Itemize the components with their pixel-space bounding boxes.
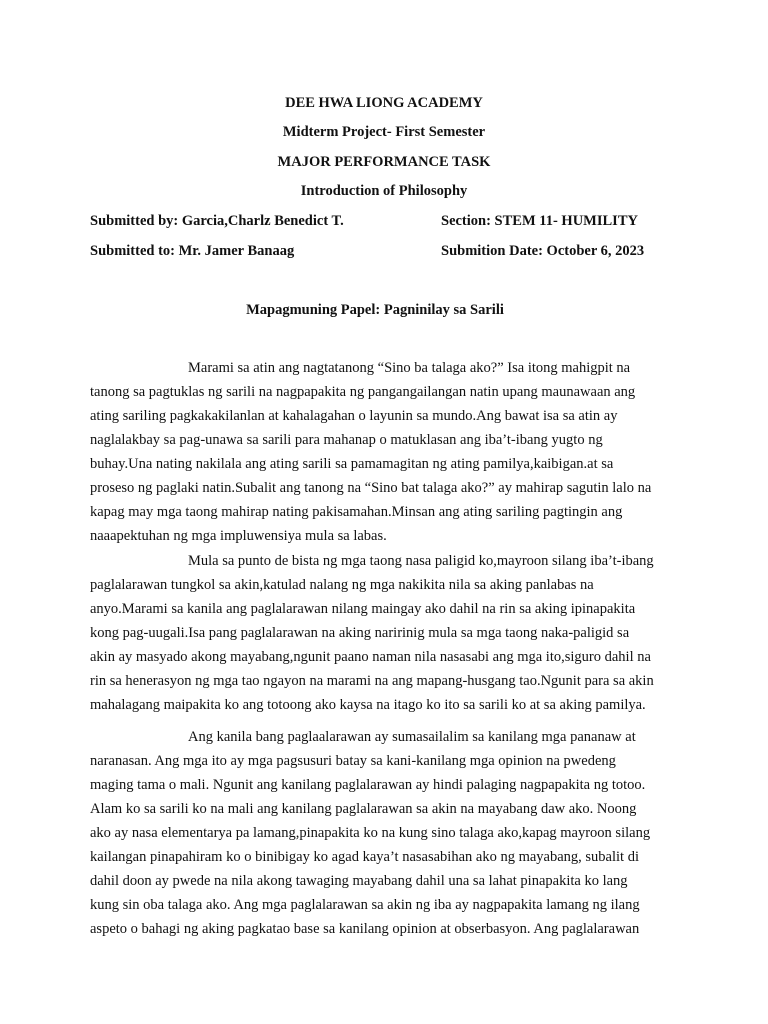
paragraph-line: buhay.Una nating nakilala ang ating sarili sa pamamagitan ng ating pamilya,kaibigan.at sa [90,456,614,472]
paragraph-line: naglalakbay sa pag-unawa sa sarili para mahanap o matuklasan ang iba’t-ibang yugto ng [90,432,603,448]
paragraph-line: naaapektuhan ng mga impluwensiya mula sa labas. [90,528,387,544]
paragraph-line: kung sin oba talaga ako. Ang mga paglalarawan sa akin ng iba ay nagpapakita lamang ng ilang [90,897,640,913]
paper-title: Mapagmuning Papel: Pagninilay sa Sarili [246,302,504,318]
paragraph-line: Marami sa atin ang nagtatanong “Sino ba talaga ako?” Isa itong mahigpit na [188,360,631,376]
section: Section: STEM 11- HUMILITY [441,213,638,229]
paragraph-line: Alam ko sa sarili ko na mali ang kanilang paglalarawan sa akin na mayabang daw ako. Noong [90,801,637,817]
paragraph-line: mahalagang maipakita ko ang totoong ako kaysa na itago ko ito sa sarili ko at sa aking pamilya. [90,697,646,713]
meta-row-submitted-to [90,242,690,260]
paragraph-line: tanong sa pagtuklas ng sarili na nagpapakita ng pangangailangan natin upang maunawaan ang [90,384,636,400]
paragraph-line: proseso ng paglaki natin.Subalit ang tanong na “Sino bat talaga ako?” ay mahirap sagutin lalo na [90,480,652,496]
paragraph-line: Mula sa punto de bista ng mga taong nasa paligid ko,mayroon silang iba’t-ibang [188,553,654,569]
paragraph-1 [90,356,690,548]
paragraph-line: kailangan pinapahiram ko o binibigay ko agad kaya’t nasasabihan ako ng mayabang, subalit di [90,849,639,865]
paragraph-2 [90,549,690,717]
school-name: DEE HWA LIONG ACADEMY [285,95,483,111]
paragraph-line: ako ay nasa elementarya pa lamang,pinapakita ko na kung sino talaga ako,kapag mayroon silang [90,825,651,841]
meta-row-submitted-by [90,212,690,230]
paragraph-line: kapag may mga taong mahirap nating pakisamahan.Minsan ang ating sariling pagtingin ang [90,504,623,520]
task-title: MAJOR PERFORMANCE TASK [277,154,491,170]
paragraph-line: paglalarawan tungkol sa akin,katulad nalang ng mga nakikita nila sa aking panlabas na [90,577,594,593]
paragraph-line: dahil doon ay pwede na nila akong tawaging mayabang dahil una sa lahat pinapakita ko lang [90,873,628,889]
subject-title: Introduction of Philosophy [300,183,468,199]
paragraph-3 [90,725,690,941]
paragraph-line: Ang kanila bang paglaalarawan ay sumasailalim sa kanilang mga pananaw at [188,729,636,745]
paragraph-line: ating sariling pagkakakilanlan at kahalagahan o layunin sa mundo.Ang bawat isa sa atin ay [90,408,618,424]
project-title: Midterm Project- First Semester [282,124,486,140]
paragraph-line: aspeto o bahagi ng aking pagkatao base sa kanilang opinion at obserbasyon. Ang paglalarawan [90,921,640,937]
paragraph-line: kong pag-uugali.Isa pang paglalarawan na aking naririnig mula sa mga taong naka-paligid sa [90,625,630,641]
paragraph-line: maging tama o mali. Ngunit ang kanilang paglalarawan ay hindi palaging nagpapakita ng totoo. [90,777,646,793]
paragraph-line: anyo.Marami sa kanila ang paglalarawan nilang maingay ako dahil na rin sa aking ipinapakita [90,601,636,617]
paragraph-line: akin ay masyado akong mayabang,ngunit paano naman nila nasasabi ang mga ito,siguro dahil na [90,649,651,665]
submitted-by: Submitted by: Garcia,Charlz Benedict T. [90,213,344,229]
submitted-to: Submitted to: Mr. Jamer Banaag [90,243,295,259]
paragraph-line: rin sa henerasyon ng mga tao ngayon na marami na ang mapang-husgang tao.Ngunit para sa akin [90,673,654,689]
submission-date: Submition Date: October 6, 2023 [441,243,645,259]
paragraph-line: naranasan. Ang mga ito ay mga pagsusuri batay sa kani-kanilang mga opinion na pwedeng [90,753,616,769]
